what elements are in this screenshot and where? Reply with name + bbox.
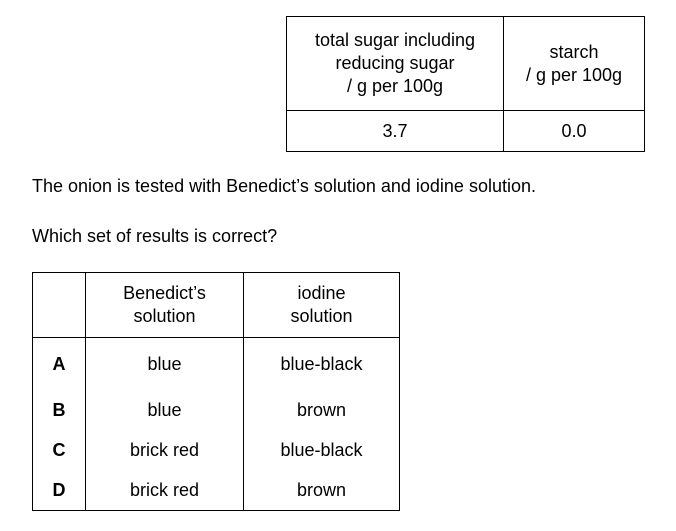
nutrition-header-row <box>287 17 645 111</box>
answer-header-row <box>33 273 400 338</box>
header-line: starch <box>549 41 599 62</box>
option-letter[interactable]: A <box>33 338 86 391</box>
iodine-result: brown <box>244 470 400 511</box>
option-row-b[interactable] <box>33 390 400 430</box>
iodine-header <box>244 273 400 338</box>
header-line: Benedict’s <box>123 283 206 303</box>
starch-header <box>504 17 645 111</box>
option-row-d[interactable] <box>33 470 400 511</box>
header-line: solution <box>290 306 353 326</box>
letter-header-cell <box>33 273 86 338</box>
option-letter[interactable]: B <box>33 390 86 430</box>
question-text: Which set of results is correct? <box>32 226 278 246</box>
statement-text: The onion is tested with Benedict’s solution and iodine solution. <box>32 176 536 196</box>
header-line: / g per 100g <box>525 64 623 85</box>
benedicts-result: brick red <box>86 430 244 470</box>
header-line: reducing sugar <box>335 53 455 73</box>
header-line: / g per 100g <box>346 76 444 96</box>
header-line: total sugar including <box>314 30 476 50</box>
nutrition-table <box>286 16 645 152</box>
total-sugar-header <box>287 17 504 111</box>
option-row-c[interactable] <box>33 430 400 470</box>
total-sugar-value: 3.7 <box>287 111 504 152</box>
header-line: iodine <box>297 283 346 303</box>
nutrition-value-row <box>287 111 645 152</box>
header-line: solution <box>133 306 196 326</box>
starch-value: 0.0 <box>504 111 645 152</box>
benedicts-result: brick red <box>86 470 244 511</box>
iodine-result: brown <box>244 390 400 430</box>
option-letter[interactable]: D <box>33 470 86 511</box>
answer-table <box>32 272 400 511</box>
iodine-result: blue-black <box>244 338 400 391</box>
benedicts-result: blue <box>86 390 244 430</box>
iodine-result: blue-black <box>244 430 400 470</box>
option-letter[interactable]: C <box>33 430 86 470</box>
benedicts-header <box>86 273 244 338</box>
option-row-a[interactable] <box>33 338 400 391</box>
benedicts-result: blue <box>86 338 244 391</box>
